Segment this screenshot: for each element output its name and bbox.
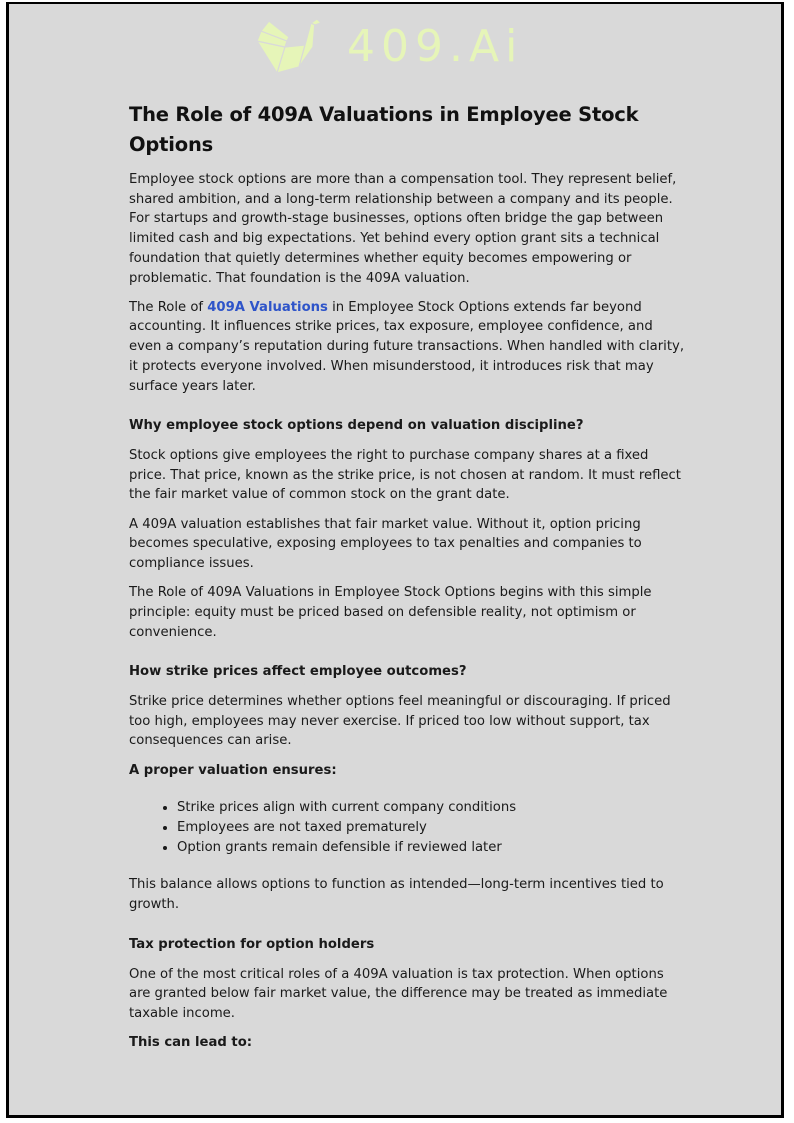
brand-logo bbox=[255, 16, 535, 76]
article-title: The Role of 409A Valuations in Employee Stock Options bbox=[129, 103, 639, 156]
role-paragraph bbox=[129, 298, 689, 397]
strike-list-lead: A proper valuation ensures: bbox=[129, 762, 337, 778]
list-item: • Strike prices align with current company conditions bbox=[177, 798, 689, 818]
heading-why-options: Why employee stock options depend on valuation discipline? bbox=[129, 418, 584, 434]
heading-tax-protection: Tax protection for option holders bbox=[129, 936, 375, 952]
strike-bullet-list bbox=[129, 798, 689, 857]
list-item: • Option grants remain defensible if reviewed later bbox=[177, 838, 689, 858]
article-body bbox=[129, 100, 689, 1071]
heading-strike-prices: How strike prices affect employee outcomes? bbox=[129, 664, 467, 680]
list-item: • Employees are not taxed prematurely bbox=[177, 818, 689, 838]
tax-paragraph-1: One of the most critical roles of a 409A valuation is tax protection. When options are granted below fair market value, the difference may be treated as immediate taxable income. bbox=[129, 966, 668, 1021]
origami-bird-icon bbox=[255, 17, 323, 75]
why-paragraph-1: Stock options give employees the right to purchase company shares at a fixed price. That price, known as the strike price, is not chosen at random. It must reflect the fair market value of common stock on the grant date. bbox=[129, 447, 681, 503]
role-text-end: in Employee Stock Options extends far beyond accounting. It influences strike prices, tax exposure, employee confidence, and even a company’s reputation during future transactions. When handled with clarity, it protects everyone involved. When misunderstood, it introduces risk that may surface years later. bbox=[129, 299, 685, 394]
strike-paragraph-1: Strike price determines whether options feel meaningful or discouraging. If priced too high, employees may never exercise. If priced too low without support, tax consequences can arise. bbox=[129, 693, 671, 749]
brand-name: 409.Ai bbox=[347, 20, 524, 72]
role-text-start: The Role of bbox=[129, 299, 208, 315]
why-paragraph-3: The Role of 409A Valuations in Employee Stock Options begins with this simple principle: equity must be priced based on defensible reality, not optimism or convenience. bbox=[129, 585, 652, 640]
why-paragraph-2: A 409A valuation establishes that fair market value. Without it, option pricing becomes speculative, exposing employees to tax penalties and companies to compliance issues. bbox=[129, 516, 642, 571]
strike-paragraph-2: This balance allows options to function as intended—long-term incentives tied to growth. bbox=[129, 877, 664, 913]
intro-paragraph: Employee stock options are more than a compensation tool. They represent belief, shared ambition, and a long-term relationship between a company and its people. For startups and growth-stage businesses, options often bridge the gap between limited cash and big expectations. Yet behind every option grant sits a technical foundation that quietly determines whether equity becomes empowering or problematic. That foundation is the 409A valuation. bbox=[129, 172, 677, 286]
409a-valuations-link[interactable]: 409A Valuations bbox=[207, 299, 328, 315]
tax-list-lead: This can lead to: bbox=[129, 1035, 253, 1051]
document-page bbox=[6, 2, 784, 1118]
